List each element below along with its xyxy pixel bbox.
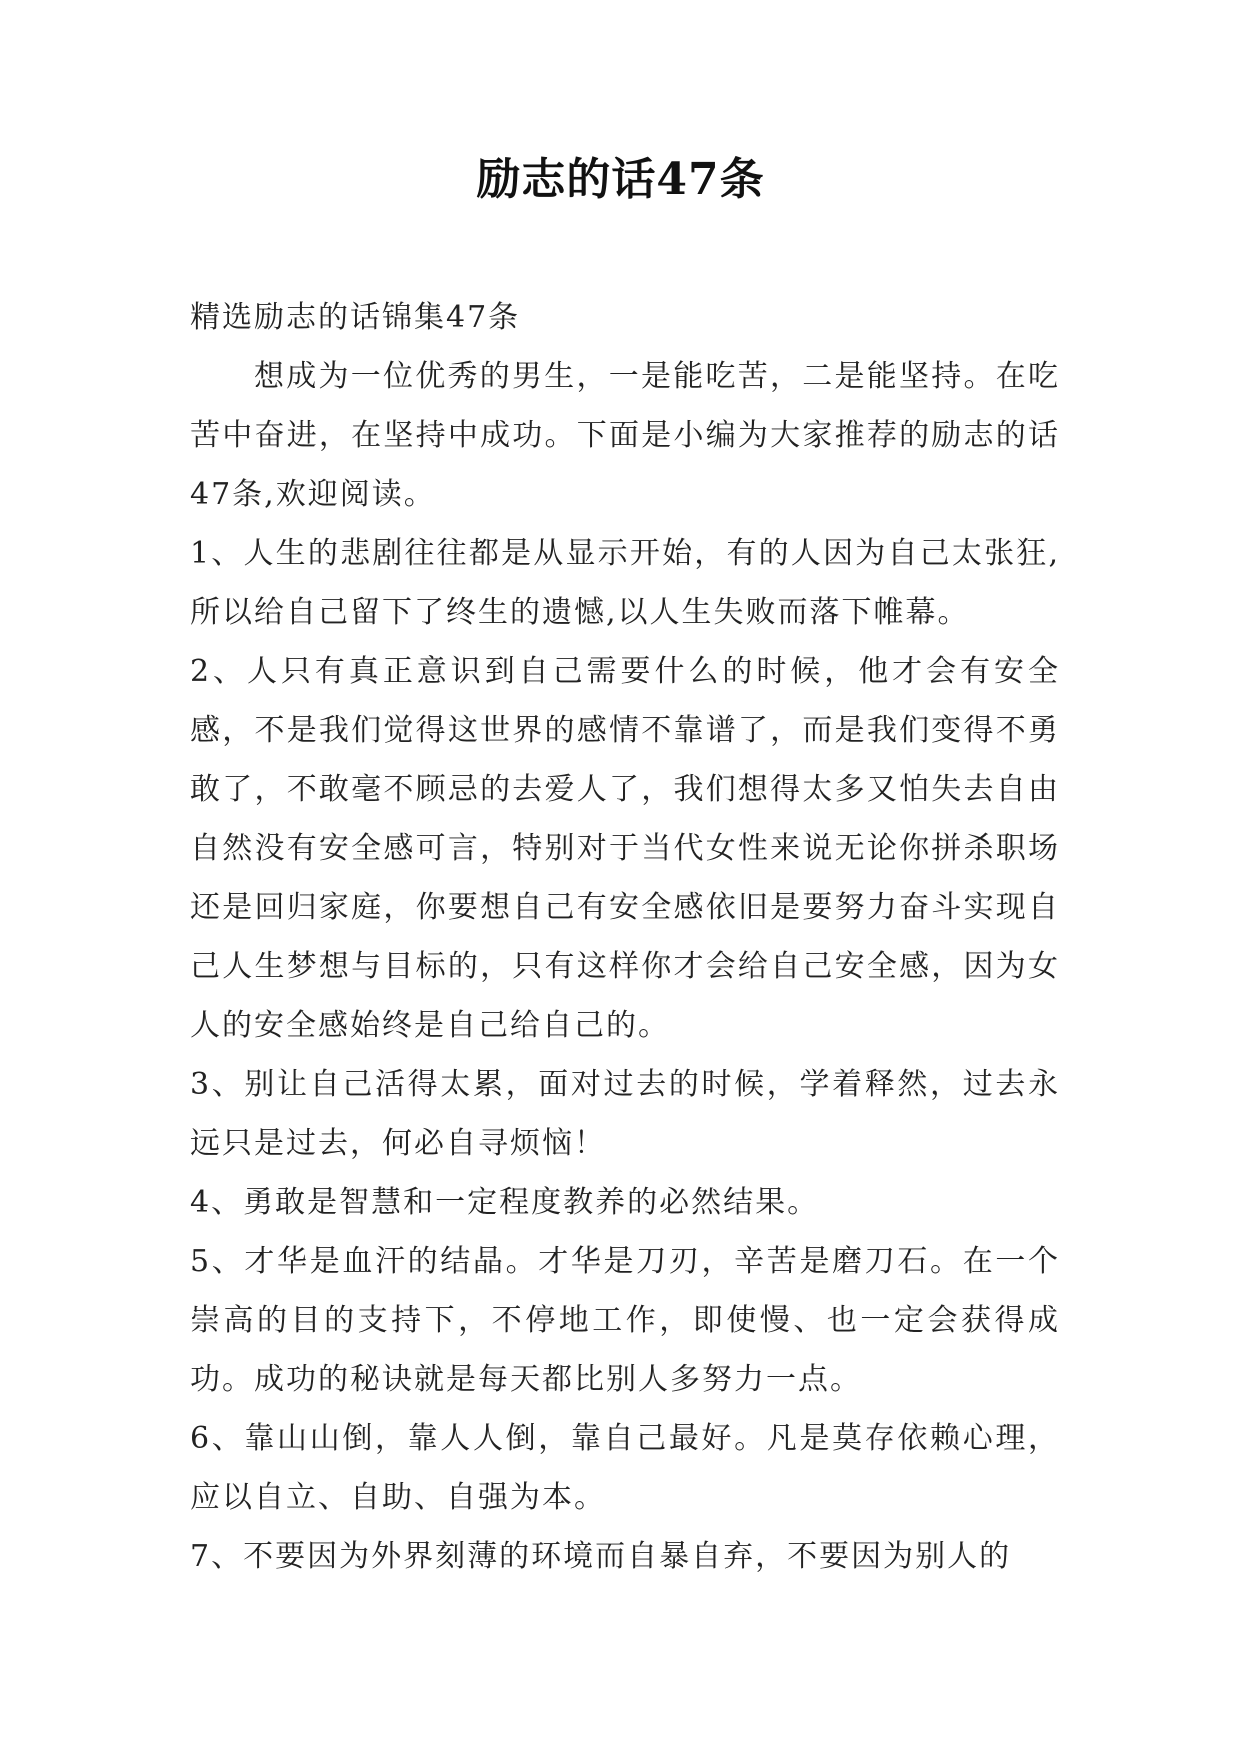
quote-item-1: 1、人生的悲剧往往都是从显示开始，有的人因为自己太张狂,所以给自己留下了终生的遗憾,以人生失败而落下帷幕。 [190,536,1060,630]
document-body [190,288,1060,1586]
quote-item-6: 6、靠山山倒，靠人人倒，靠自己最好。凡是莫存依赖心理，应以自立、自助、自强为本。 [190,1421,1060,1515]
quote-item-7: 7、不要因为外界刻薄的环境而自暴自弃，不要因为别人的 [190,1539,1012,1574]
quote-item-3: 3、别让自己活得太累，面对过去的时候，学着释然，过去永远只是过去，何必自寻烦恼！ [190,1067,1060,1161]
quote-item-4: 4、勇敢是智慧和一定程度教养的必然结果。 [190,1185,820,1220]
quote-item-5: 5、才华是血汗的结晶。才华是刀刃，辛苦是磨刀石。在一个崇高的目的支持下，不停地工作，即使慢、也一定会获得成功。成功的秘诀就是每天都比别人多努力一点。 [190,1244,1060,1397]
intro-paragraph: 想成为一位优秀的男生，一是能吃苦，二是能坚持。在吃苦中奋进，在坚持中成功。下面是小编为大家推荐的励志的话47条,欢迎阅读。 [190,359,1060,512]
quote-item-2: 2、人只有真正意识到自己需要什么的时候，他才会有安全感，不是我们觉得这世界的感情不靠谱了，而是我们变得不勇敢了，不敢毫不顾忌的去爱人了，我们想得太多又怕失去自由自然没有安全感可言，特别对于当代女性来说无论你拼杀职场还是回归家庭，你要想自己有安全感依旧是要努力奋斗实现自己人生梦想与目标的，只有这样你才会给自己安全感，因为女人的安全感始终是自己给自己的。 [190,654,1060,1043]
document-title: 励志的话47条 [476,154,765,205]
document-subtitle: 精选励志的话锦集47条 [190,300,521,335]
